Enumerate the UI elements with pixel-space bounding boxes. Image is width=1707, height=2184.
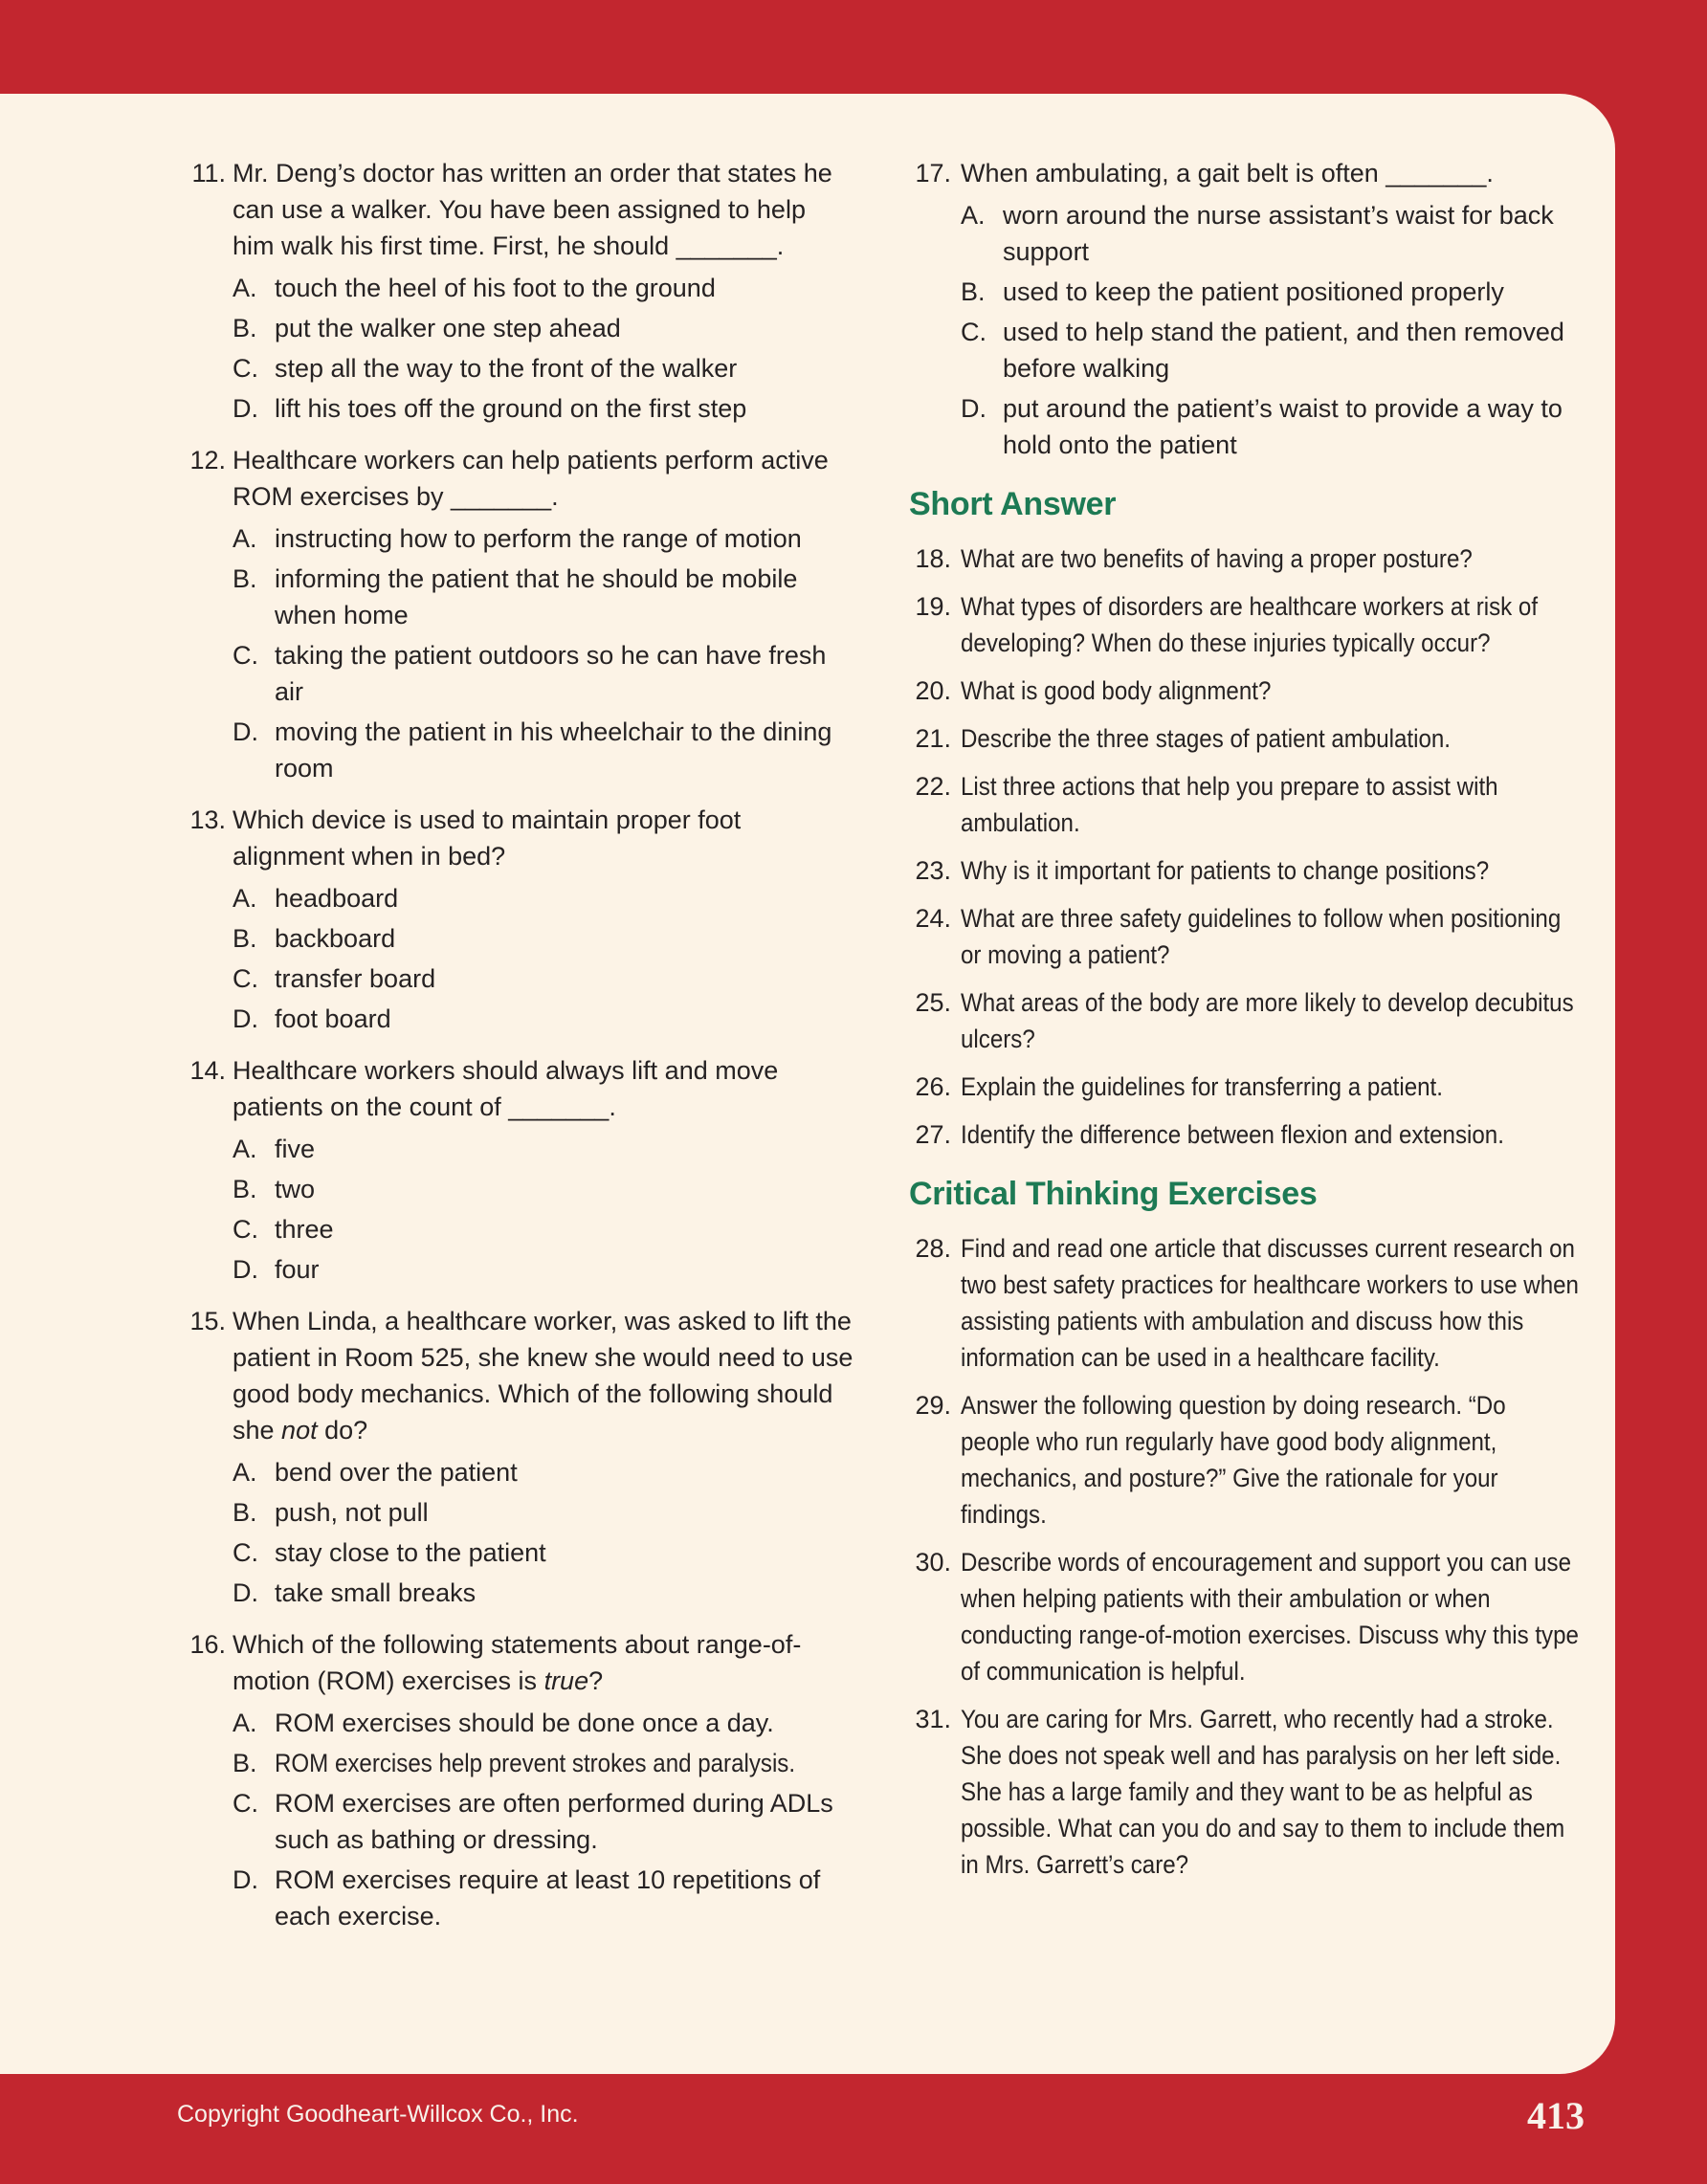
question-23 — [909, 852, 1581, 889]
question-text-condensed: Describe the three stages of patient ambulation. — [961, 724, 1451, 753]
option-text: worn around the nurse assistant’s waist for back support — [1003, 201, 1554, 266]
question-14 — [184, 1052, 854, 1288]
question-18 — [909, 540, 1581, 577]
option-letter: D. — [233, 394, 258, 423]
question-number: 29. — [915, 1391, 951, 1420]
option-text: informing the patient that he should be mobile when home — [275, 564, 798, 629]
question-number: 31. — [915, 1705, 951, 1733]
question-text — [233, 1303, 854, 1448]
question-text — [961, 1544, 1581, 1689]
critical-thinking-heading: Critical Thinking Exercises — [909, 1176, 1318, 1212]
option-text: push, not pull — [275, 1498, 429, 1527]
page-number: 413 — [1527, 2094, 1585, 2137]
question-number: 25. — [915, 988, 951, 1017]
option-letter: A. — [233, 1709, 257, 1737]
question-text-part: When Linda, a healthcare worker, was asked to lift the patient in Room 525, she knew she would need to use good body mechanics. Which of the following should she — [233, 1307, 854, 1445]
option-d — [233, 1862, 854, 1934]
option-letter: B. — [961, 277, 986, 306]
question-13 — [184, 802, 854, 1037]
option-text: instructing how to perform the range of motion — [275, 524, 802, 553]
question-number: 22. — [915, 772, 951, 801]
option-text: used to help stand the patient, and then removed before walking — [1003, 318, 1564, 383]
question-text-italic: true — [543, 1666, 589, 1695]
question-body — [233, 1052, 854, 1288]
question-body — [233, 1303, 854, 1611]
question-text-condensed: Explain the guidelines for transferring a patient. — [961, 1072, 1443, 1101]
option-letter: C. — [233, 354, 258, 383]
option-a — [961, 197, 1581, 270]
option-d — [233, 1251, 854, 1288]
option-text: step all the way to the front of the walker — [275, 354, 738, 383]
option-d — [233, 1001, 854, 1037]
question-number: 21. — [915, 724, 951, 753]
question-26 — [909, 1069, 1581, 1105]
question-text — [961, 540, 1581, 577]
option-letter: A. — [233, 274, 257, 302]
question-number: 14. — [189, 1056, 226, 1085]
option-letter: C. — [233, 1215, 258, 1244]
option-letter: C. — [233, 1538, 258, 1567]
question-number: 12. — [189, 446, 226, 474]
option-text: put the walker one step ahead — [275, 314, 621, 342]
option-letter: C. — [233, 1789, 258, 1818]
question-number: 19. — [915, 592, 951, 621]
short-answer-heading: Short Answer — [909, 486, 1117, 522]
option-letter: C. — [233, 641, 258, 670]
question-number: 30. — [915, 1548, 951, 1577]
option-text: four — [275, 1255, 320, 1284]
option-text: stay close to the patient — [275, 1538, 546, 1567]
option-letter: B. — [233, 924, 257, 953]
option-a — [233, 520, 854, 557]
copyright-notice: Copyright Goodheart-Willcox Co., Inc. — [177, 2101, 579, 2128]
question-text — [961, 1116, 1581, 1153]
question-28 — [909, 1230, 1581, 1376]
question-text — [961, 852, 1581, 889]
question-text — [961, 673, 1581, 709]
question-27 — [909, 1116, 1581, 1153]
option-letter: C. — [961, 318, 987, 346]
question-text: Healthcare workers should always lift and move patients on the count of _______. — [233, 1056, 779, 1121]
question-text — [961, 1701, 1581, 1883]
question-text — [961, 720, 1581, 757]
option-text: touch the heel of his foot to the ground — [275, 274, 716, 302]
question-number: 17. — [915, 159, 951, 188]
option-letter: B. — [233, 1175, 257, 1203]
option-text: used to keep the patient positioned properly — [1003, 277, 1504, 306]
option-b — [233, 310, 854, 346]
question-number: 16. — [189, 1630, 226, 1659]
question-text-part: Which of the following statements about range-of-motion (ROM) exercises is — [233, 1630, 802, 1695]
question-text: When ambulating, a gait belt is often _______. — [961, 159, 1494, 188]
option-text: ROM exercises should be done once a day. — [275, 1709, 774, 1737]
option-b — [233, 920, 854, 957]
question-text — [961, 768, 1581, 841]
question-text — [961, 588, 1581, 661]
question-text-condensed: Why is it important for patients to change positions? — [961, 856, 1490, 885]
question-text — [961, 984, 1581, 1057]
option-text: foot board — [275, 1004, 391, 1033]
option-c — [233, 350, 854, 386]
option-b — [961, 274, 1581, 310]
option-letter: B. — [233, 1498, 257, 1527]
question-30 — [909, 1544, 1581, 1689]
option-b — [233, 561, 854, 633]
option-text: lift his toes off the ground on the first step — [275, 394, 747, 423]
option-text: ROM exercises require at least 10 repetitions of each exercise. — [275, 1865, 821, 1930]
option-text: three — [275, 1215, 334, 1244]
option-letter: A. — [233, 884, 257, 913]
question-11 — [184, 155, 854, 427]
critical-thinking-section — [909, 1230, 1581, 1883]
question-body — [233, 442, 854, 786]
question-number: 26. — [915, 1072, 951, 1101]
option-a — [233, 1131, 854, 1167]
option-letter: D. — [233, 717, 258, 746]
option-c — [233, 960, 854, 997]
question-number: 23. — [915, 856, 951, 885]
left-column — [184, 155, 854, 1950]
option-letter: B. — [233, 564, 257, 593]
option-d — [233, 390, 854, 427]
option-d — [961, 390, 1581, 463]
question-body — [233, 1626, 854, 1934]
question-number: 27. — [915, 1120, 951, 1149]
option-c — [233, 637, 854, 710]
option-b — [233, 1745, 854, 1781]
option-text: taking the patient outdoors so he can have fresh air — [275, 641, 827, 706]
question-text: Which device is used to maintain proper foot alignment when in bed? — [233, 805, 742, 871]
question-text-part: ? — [588, 1666, 604, 1695]
option-d — [233, 1575, 854, 1611]
option-text: five — [275, 1135, 316, 1163]
option-letter: A. — [961, 201, 986, 230]
question-text-condensed: What areas of the body are more likely to develop decubitus ulcers? — [961, 988, 1574, 1053]
question-text-condensed: What is good body alignment? — [961, 676, 1272, 705]
option-a — [233, 1705, 854, 1741]
question-text — [961, 1387, 1581, 1533]
option-text: take small breaks — [275, 1578, 477, 1607]
option-c — [233, 1211, 854, 1247]
question-text: Healthcare workers can help patients perform active ROM exercises by _______. — [233, 446, 829, 511]
option-text: put around the patient’s waist to provide a way to hold onto the patient — [1003, 394, 1563, 459]
question-24 — [909, 900, 1581, 973]
question-text — [961, 1230, 1581, 1376]
option-c — [961, 314, 1581, 386]
question-31 — [909, 1701, 1581, 1883]
option-letter: D. — [233, 1578, 258, 1607]
question-12 — [184, 442, 854, 786]
question-number: 13. — [189, 805, 226, 834]
option-text: moving the patient in his wheelchair to the dining room — [275, 717, 832, 783]
question-body — [233, 802, 854, 1037]
question-body — [961, 155, 1581, 463]
question-text-condensed: Answer the following question by doing research. “Do people who run regularly have good body alignment, mechanics, and posture?” Give the rationale for your findings. — [961, 1391, 1506, 1529]
option-text: bend over the patient — [275, 1458, 518, 1487]
short-answer-section — [909, 540, 1581, 1153]
question-text-condensed: What are two benefits of having a proper posture? — [961, 544, 1473, 573]
question-20 — [909, 673, 1581, 709]
question-number: 20. — [915, 676, 951, 705]
option-text: headboard — [275, 884, 399, 913]
question-25 — [909, 984, 1581, 1057]
question-text-condensed: What types of disorders are healthcare workers at risk of developing? When do these injuries typically occur? — [961, 592, 1539, 657]
option-letter: A. — [233, 1458, 257, 1487]
textbook-page — [0, 94, 1615, 2074]
question-text — [961, 1069, 1581, 1105]
question-number: 28. — [915, 1234, 951, 1263]
question-text-condensed: Describe words of encouragement and support you can use when helping patients with their ambulation or when conducting range-of-motion exercises. Discuss why this type of communication is helpful. — [961, 1548, 1579, 1686]
option-letter: D. — [233, 1865, 258, 1894]
question-number: 15. — [189, 1307, 226, 1335]
question-29 — [909, 1387, 1581, 1533]
option-c — [233, 1785, 854, 1858]
question-text-condensed: Find and read one article that discusses current research on two best safety practices for healthcare workers to use when assisting patients with ambulation and discuss how this information can be used in a healthcare facility. — [961, 1234, 1579, 1372]
option-letter: A. — [233, 524, 257, 553]
question-16 — [184, 1626, 854, 1934]
question-text-italic: not — [281, 1416, 318, 1445]
question-text — [961, 900, 1581, 973]
option-a — [233, 1454, 854, 1490]
option-a — [233, 270, 854, 306]
question-text-part: do? — [317, 1416, 368, 1445]
option-a — [233, 880, 854, 916]
option-letter: B. — [233, 1749, 257, 1777]
option-text — [275, 1745, 854, 1781]
question-22 — [909, 768, 1581, 841]
option-letter: D. — [233, 1255, 258, 1284]
right-column — [909, 155, 1581, 1894]
option-d — [233, 714, 854, 786]
option-b — [233, 1171, 854, 1207]
option-text: transfer board — [275, 964, 436, 993]
option-b — [233, 1494, 854, 1531]
option-letter: D. — [233, 1004, 258, 1033]
question-text-condensed: Identify the difference between flexion and extension. — [961, 1120, 1504, 1149]
option-text: two — [275, 1175, 316, 1203]
option-c — [233, 1534, 854, 1571]
option-letter: B. — [233, 314, 257, 342]
question-text-condensed: You are caring for Mrs. Garrett, who recently had a stroke. She does not speak well and has paralysis on her left side. She has a large family and they want to be as helpful as possible. What can you do and say to them to include them in Mrs. Garrett’s care? — [961, 1705, 1565, 1879]
option-text: ROM exercises are often performed during ADLs such as bathing or dressing. — [275, 1789, 833, 1854]
question-body — [233, 155, 854, 427]
question-15 — [184, 1303, 854, 1611]
question-text: Mr. Deng’s doctor has written an order that states he can use a walker. You have been assigned to help him walk his first time. First, he should _______. — [233, 159, 832, 260]
option-letter: A. — [233, 1135, 257, 1163]
question-17 — [909, 155, 1581, 463]
option-letter: C. — [233, 964, 258, 993]
question-number: 11. — [191, 159, 226, 188]
question-text-condensed: List three actions that help you prepare to assist with ambulation. — [961, 772, 1498, 837]
question-21 — [909, 720, 1581, 757]
question-text — [233, 1626, 854, 1699]
option-letter: D. — [961, 394, 987, 423]
option-text-condensed: ROM exercises help prevent strokes and paralysis. — [275, 1749, 796, 1777]
question-number: 18. — [915, 544, 951, 573]
option-text: backboard — [275, 924, 396, 953]
question-19 — [909, 588, 1581, 661]
question-number: 24. — [915, 904, 951, 933]
question-text-condensed: What are three safety guidelines to follow when positioning or moving a patient? — [961, 904, 1562, 969]
